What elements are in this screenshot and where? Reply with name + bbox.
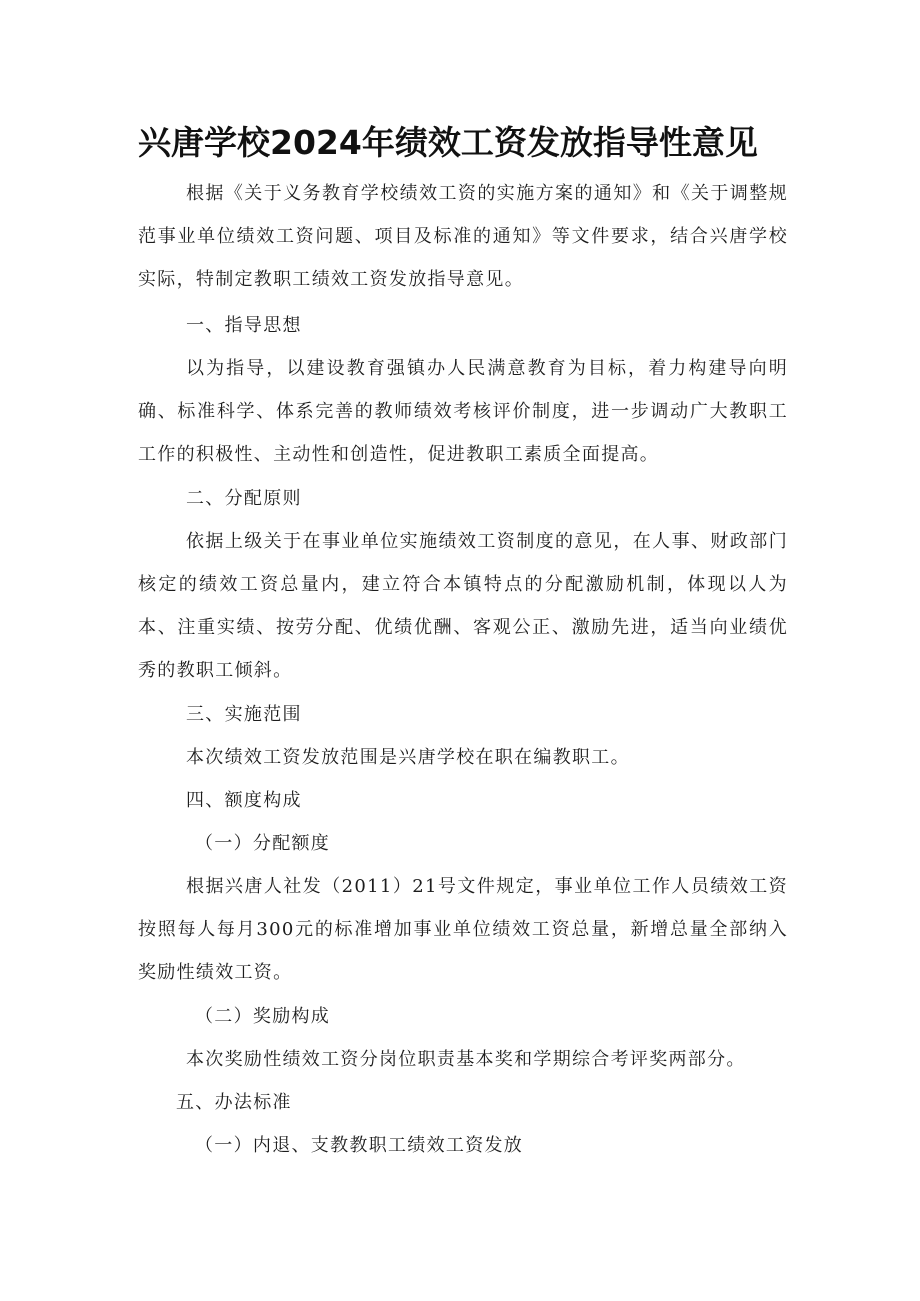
section-2-body: 依据上级关于在事业单位实施绩效工资制度的意见，在人事、财政部门核定的绩效工资总量内，建立符合本镇特点的分配激励机制，体现以人为本、注重实绩、按劳分配、优绩优酬、客观公正、激励先进，适当向业绩优秀的教职工倾斜。 (138, 531, 788, 681)
section-1-heading: 一、指导思想 (186, 315, 302, 336)
section-3-heading: 三、实施范围 (186, 704, 302, 725)
document-title: 兴唐学校2024年绩效工资发放指导性意见 (138, 123, 758, 162)
section-3-body: 本次绩效工资发放范围是兴唐学校在职在编教职工。 (186, 747, 630, 768)
section-1-body: 以为指导，以建设教育强镇办人民满意教育为目标，着力构建导向明确、标准科学、体系完善的教师绩效考核评价制度，进一步调动广大教职工工作的积极性、主动性和创造性，促进教职工素质全面提高。 (138, 358, 788, 465)
intro-paragraph: 根据《关于义务教育学校绩效工资的实施方案的通知》和《关于调整规范事业单位绩效工资问题、项目及标准的通知》等文件要求，结合兴唐学校实际，特制定教职工绩效工资发放指导意见。 (138, 183, 788, 290)
section-2-heading: 二、分配原则 (186, 488, 302, 509)
section-4-sub-1-body: 根据兴唐人社发（2011）21号文件规定，事业单位工作人员绩效工资按照每人每月300元的标准增加事业单位绩效工资总量，新增总量全部纳入奖励性绩效工资。 (138, 876, 788, 983)
section-4-heading: 四、额度构成 (186, 790, 302, 811)
section-4-sub-2-heading: （二）奖励构成 (195, 1006, 331, 1027)
section-4-sub-1-heading: （一）分配额度 (195, 833, 331, 854)
section-4-sub-2-body: 本次奖励性绩效工资分岗位职责基本奖和学期综合考评奖两部分。 (186, 1049, 746, 1070)
section-5-heading: 五、办法标准 (176, 1092, 292, 1113)
section-5-sub-1-heading: （一）内退、支教教职工绩效工资发放 (195, 1135, 524, 1156)
